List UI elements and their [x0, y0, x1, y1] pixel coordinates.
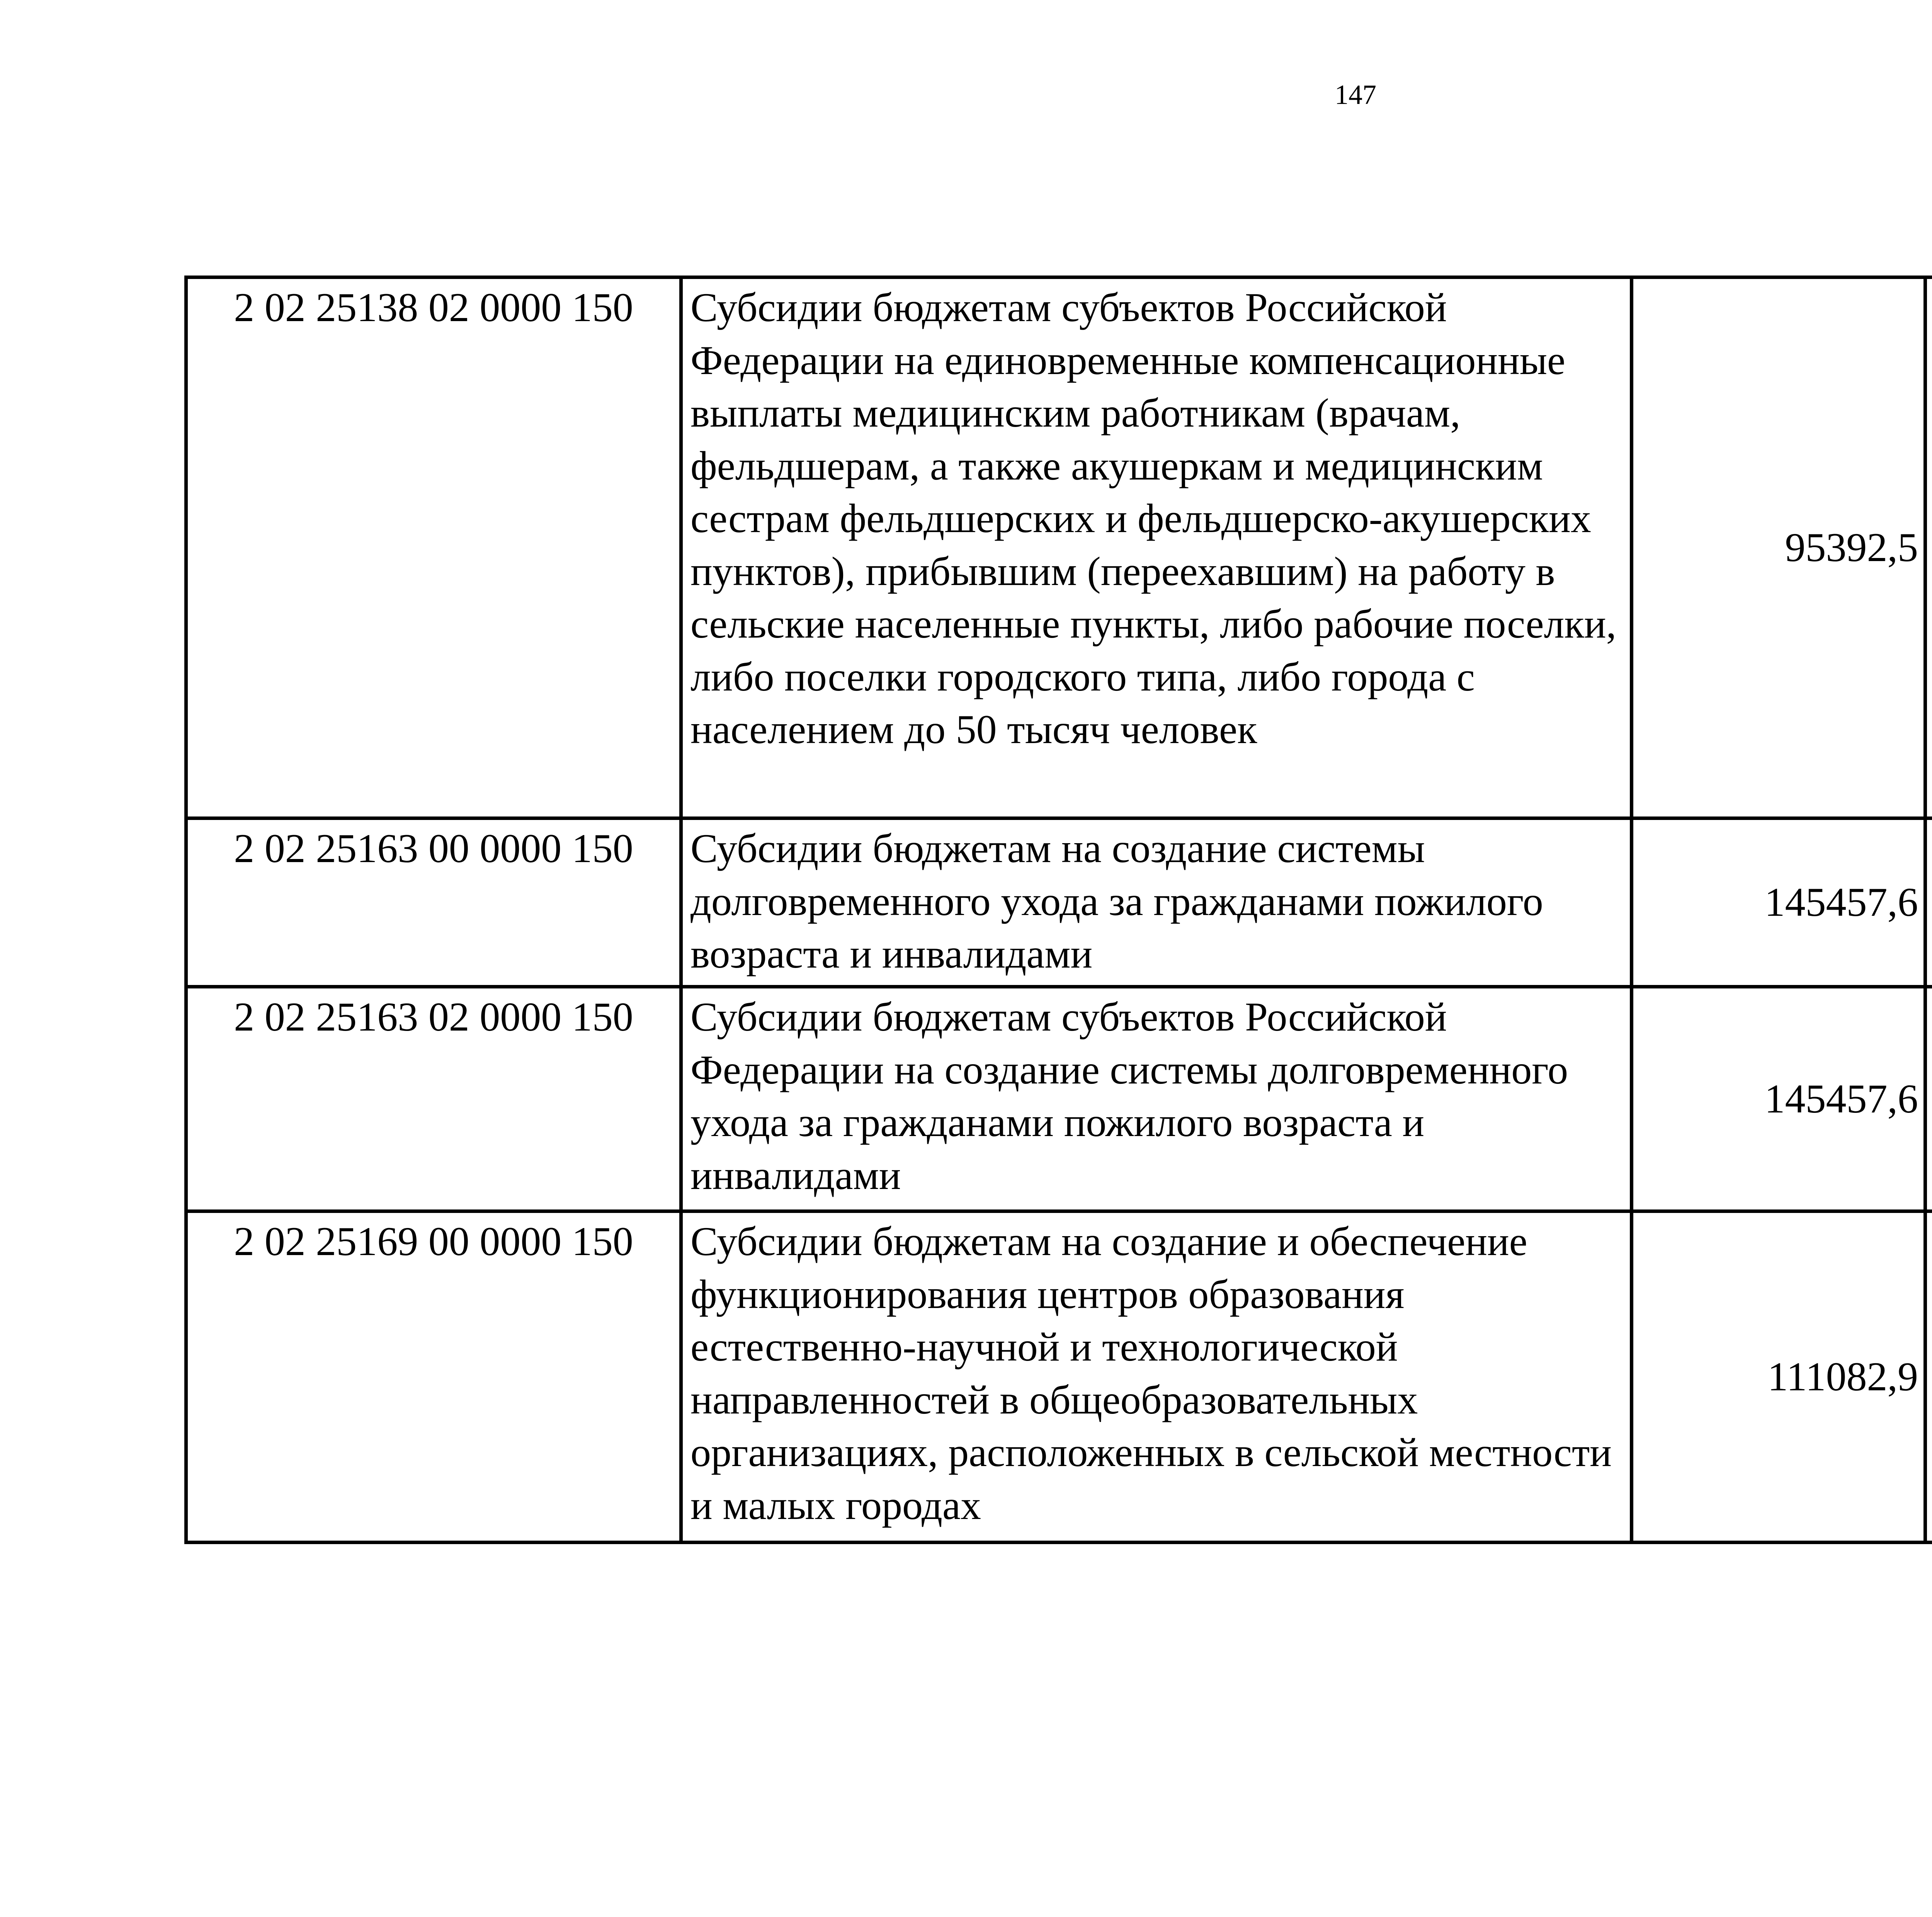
description-cell: Субсидии бюджетам субъектов Российской Федерации на создание системы долговременного ухода за гражданами пожилого возраста и инвалидами: [681, 987, 1632, 1211]
budget-code-cell: 2 02 25163 00 0000 150: [186, 818, 681, 987]
table-row: [186, 818, 1932, 987]
amount-cell-year-1: 111082,9: [1632, 1211, 1925, 1543]
amount-cell-year-2: [1925, 987, 1932, 1211]
amount-cell-year-1: 145457,6: [1632, 818, 1925, 987]
description-cell: Субсидии бюджетам на создание и обеспечение функционирования центров образования естественно-научной и технологической направленностей в общеобразовательных организациях, расположенных в сельской местности и малых городах: [681, 1211, 1632, 1543]
amount-cell-year-1: 95392,5: [1632, 277, 1925, 818]
description-cell: Субсидии бюджетам на создание системы долговременного ухода за гражданами пожилого возраста и инвалидами: [681, 818, 1632, 987]
budget-code-cell: 2 02 25169 00 0000 150: [186, 1211, 681, 1543]
description-cell: Субсидии бюджетам субъектов Российской Федерации на единовременные компенсационные выплаты медицинским работникам (врачам, фельдшерам, а также акушеркам и медицинским сестрам фельдшерских и фельдшерско-акушерских пунктов), прибывшим (переехавшим) на работу в сельские населенные пункты, либо рабочие поселки, либо поселки городского типа, либо города с населением до 50 тысяч человек: [681, 277, 1632, 818]
page-number: 147: [1335, 79, 1376, 110]
table-row: [186, 1211, 1932, 1543]
amount-cell-year-1: 145457,6: [1632, 987, 1925, 1211]
table-row: [186, 277, 1932, 818]
budget-code-cell: 2 02 25163 02 0000 150: [186, 987, 681, 1211]
amount-cell-year-2: [1925, 1211, 1932, 1543]
amount-cell-year-2: [1925, 818, 1932, 987]
budget-table: [184, 276, 1932, 1544]
budget-code-cell: 2 02 25138 02 0000 150: [186, 277, 681, 818]
table-row: [186, 987, 1932, 1211]
amount-cell-year-2: [1925, 277, 1932, 818]
